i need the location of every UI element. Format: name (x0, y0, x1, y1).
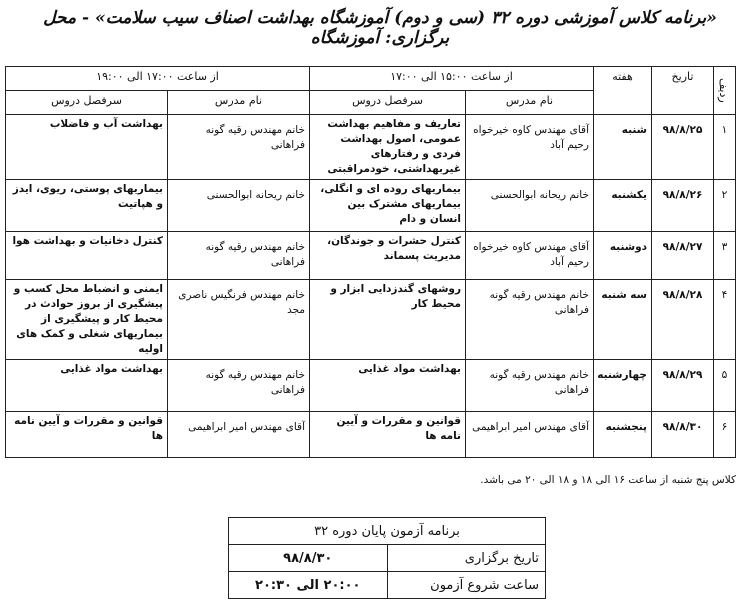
row-topic-2: ایمنی و انضباط محل کسب و پیشگیری از بروز حوادث در محیط کار و پیشگیری از بیماریهای شغلی و کمک های اولیه (6, 280, 168, 360)
row-topic-1: بیماریهای روده ای و انگلی، بیماریهای مشترک بین انسان و دام (310, 180, 466, 232)
col-header-teacher-1: نام مدرس (466, 91, 594, 115)
row-teacher-1: آقای مهندس کاوه خیرخواه رحیم آباد (466, 115, 594, 180)
row-number: ۲ (714, 180, 736, 232)
col-header-day: هفته (594, 67, 652, 115)
row-teacher-2: خانم مهندس رقیه گونه فراهانی (168, 115, 310, 180)
exam-date-label: تاریخ برگزاری (387, 545, 546, 572)
row-number: ۳ (714, 232, 736, 280)
page-title: «برنامه کلاس آموزشی دوره ۳۲ (سی و دوم) آموزشگاه بهداشت اصناف سیب سلامت» - محل برگزاری: آموزشگاه (43, 8, 717, 48)
row-date: ۹۸/۸/۲۹ (652, 360, 714, 412)
row-date: ۹۸/۸/۲۶ (652, 180, 714, 232)
row-topic-1: روشهای گندزدایی ابزار و محیط کار (310, 280, 466, 360)
table-row (6, 232, 736, 280)
row-topic-2: قوانین و مقررات و آیین نامه ها (6, 412, 168, 458)
col-header-topic-2: سرفصل دروس (6, 91, 168, 115)
row-topic-2: بیماریهای پوستی، ریوی، ایدز و هپاتیت (6, 180, 168, 232)
row-day: سه شنبه (594, 280, 652, 360)
col-header-topic-1: سرفصل دروس (310, 91, 466, 115)
row-date: ۹۸/۸/۳۰ (652, 412, 714, 458)
row-number: ۱ (714, 115, 736, 180)
exam-date-value: ۹۸/۸/۳۰ (229, 545, 388, 572)
header-row-1 (6, 67, 736, 91)
row-teacher-1: آقای مهندس کاوه خیرخواه رحیم آباد (466, 232, 594, 280)
row-date: ۹۸/۸/۲۵ (652, 115, 714, 180)
col-header-date: تاریخ (652, 67, 714, 115)
row-day: چهارشنبه (594, 360, 652, 412)
row-teacher-2: خانم ریحانه ابوالحسنی (168, 180, 310, 232)
footnote: کلاس پنج شنبه از ساعت ۱۶ الی ۱۸ و ۱۸ الی ۲۰ می باشد. (480, 474, 736, 486)
table-row (6, 180, 736, 232)
row-number: ۴ (714, 280, 736, 360)
exam-time-value: ۲۰:۰۰ الی ۲۰:۳۰ (229, 572, 388, 599)
row-topic-2: کنترل دخانیات و بهداشت هوا (6, 232, 168, 280)
row-teacher-2: خانم مهندس رقیه گونه فراهانی (168, 360, 310, 412)
row-topic-1: بهداشت مواد غذایی (310, 360, 466, 412)
table-row (6, 115, 736, 180)
table-row (6, 280, 736, 360)
col-header-time2: از ساعت ۱۷:۰۰ الی ۱۹:۰۰ (6, 67, 310, 91)
table-row (6, 412, 736, 458)
row-topic-2: بهداشت آب و فاضلاب (6, 115, 168, 180)
row-number: ۵ (714, 360, 736, 412)
row-teacher-1: آقای مهندس امیر ابراهیمی (466, 412, 594, 458)
row-teacher-1: خانم مهندس رقیه گونه فراهانی (466, 280, 594, 360)
row-date: ۹۸/۸/۲۷ (652, 232, 714, 280)
row-day: پنجشنبه (594, 412, 652, 458)
row-teacher-2: خانم مهندس فرنگیس ناصری مجد (168, 280, 310, 360)
row-teacher-2: آقای مهندس امیر ابراهیمی (168, 412, 310, 458)
row-day: شنبه (594, 115, 652, 180)
exam-time-label: ساعت شروع آزمون (387, 572, 546, 599)
row-teacher-1: خانم مهندس رقیه گونه فراهانی (466, 360, 594, 412)
row-topic-1: قوانین و مقررات و آیین نامه ها (310, 412, 466, 458)
exam-table (228, 517, 546, 599)
row-teacher-2: خانم مهندس رقیه گونه فراهانی (168, 232, 310, 280)
col-header-time1: از ساعت ۱۵:۰۰ الی ۱۷:۰۰ (310, 67, 594, 91)
exam-title: برنامه آزمون پایان دوره ۳۲ (229, 518, 546, 545)
row-teacher-1: خانم ریحانه ابوالحسنی (466, 180, 594, 232)
row-number: ۶ (714, 412, 736, 458)
row-topic-2: بهداشت مواد غذایی (6, 360, 168, 412)
row-day: یکشنبه (594, 180, 652, 232)
row-topic-1: کنترل حشرات و جوندگان، مدیریت پسماند (310, 232, 466, 280)
col-header-teacher-2: نام مدرس (168, 91, 310, 115)
col-header-radif: ردیف (714, 67, 736, 115)
row-day: دوشنبه (594, 232, 652, 280)
row-date: ۹۸/۸/۲۸ (652, 280, 714, 360)
table-row (6, 360, 736, 412)
schedule-table (5, 66, 736, 458)
row-topic-1: تعاریف و مفاهیم بهداشت عمومی، اصول بهداشت فردی و رفتارهای غیربهداشتی، خودمراقبتی (310, 115, 466, 180)
